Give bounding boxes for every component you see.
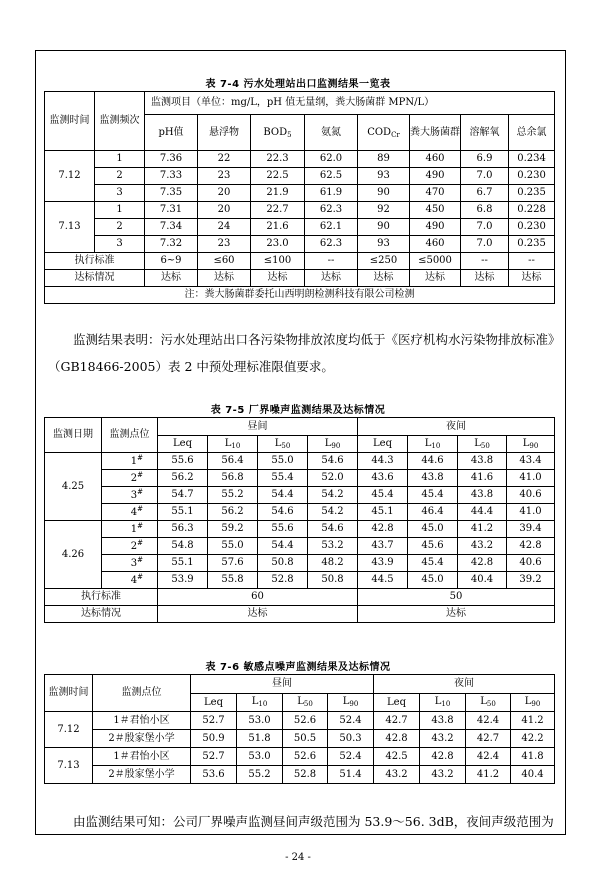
cell: 43.6 [358, 470, 408, 487]
table-row [45, 521, 555, 538]
cell: 53.9 [158, 572, 208, 589]
cell: 3 [95, 236, 145, 253]
cell: 43.8 [458, 453, 507, 470]
date-cell: 7.13 [45, 748, 93, 784]
cell: 45.1 [358, 504, 408, 521]
cell: 55.2 [208, 487, 258, 504]
cell: 43.2 [420, 730, 466, 748]
cell: 20 [198, 202, 251, 219]
header-night: 夜间 [374, 675, 555, 694]
header-point: 监测点位 [93, 675, 191, 712]
col-l50: $L_{50}$ [283, 693, 328, 712]
cell: 53.2 [308, 538, 358, 555]
cell: 460 [410, 236, 461, 253]
cell: 55.1 [158, 504, 208, 521]
cell: 43.7 [358, 538, 408, 555]
cell: 55.1 [158, 555, 208, 572]
point-cell: 1# [102, 521, 158, 538]
cell: -- [509, 253, 555, 270]
wastewater-table [44, 91, 555, 304]
compliance-night: 达标 [358, 606, 555, 623]
cell: 达标 [145, 270, 198, 287]
table-row [45, 555, 555, 572]
cell: 7.0 [461, 219, 509, 236]
cell: 41.2 [466, 766, 511, 784]
header-point: 监测点位 [102, 418, 158, 453]
cell: 45.4 [408, 487, 458, 504]
cell: 62.3 [305, 236, 358, 253]
header-frequency: 监测频次 [95, 92, 145, 151]
cell: 0.230 [509, 168, 555, 185]
cell: 42.4 [466, 712, 511, 730]
cell: 51.8 [237, 730, 283, 748]
cell: 54.2 [308, 487, 358, 504]
cell: 40.6 [507, 487, 555, 504]
date-cell: 4.25 [45, 453, 102, 521]
cell: 42.8 [420, 748, 466, 766]
table-7-4-caption: 表 7-4 污水处理站出口监测结果一览表 [205, 79, 391, 90]
cell: 57.6 [208, 555, 258, 572]
table-row [45, 219, 555, 236]
cell: 89 [358, 151, 410, 168]
cell: 52.8 [258, 572, 308, 589]
col-coliform: 粪大肠菌群 [410, 115, 461, 151]
cell: 90 [358, 219, 410, 236]
cell: 55.6 [258, 521, 308, 538]
col-leq: Leq [358, 435, 408, 453]
cell: 0.230 [509, 219, 555, 236]
cell: 23 [198, 168, 251, 185]
cell: 40.6 [507, 555, 555, 572]
cell: 达标 [251, 270, 305, 287]
cell: 52.6 [283, 748, 328, 766]
cell: 42.7 [466, 730, 511, 748]
cell: 41.0 [507, 470, 555, 487]
cell: ≤100 [251, 253, 305, 270]
cell: 45.4 [358, 487, 408, 504]
col-do: 溶解氧 [461, 115, 509, 151]
cell: 41.8 [511, 748, 555, 766]
cell: 53.0 [237, 748, 283, 766]
compliance-label: 达标情况 [45, 606, 158, 623]
cell: 52.0 [308, 470, 358, 487]
cell: 450 [410, 202, 461, 219]
boundary-noise-table [44, 417, 555, 623]
cell: 41.2 [458, 521, 507, 538]
header-time: 监测时间 [45, 675, 93, 712]
date-cell: 7.13 [45, 202, 95, 253]
cell: 62.0 [305, 151, 358, 168]
cell: 93 [358, 168, 410, 185]
col-bod: $BOD_5$ [251, 115, 305, 151]
col-cod: $COD_{Cr}$ [358, 115, 410, 151]
cell: 45.0 [408, 572, 458, 589]
point-cell: 2＃殷家堡小学 [93, 766, 191, 784]
col-l10: $L_{10}$ [408, 435, 458, 453]
table-row [45, 236, 555, 253]
header-items: 监测项目（单位：mg/L，pH 值无量纲，粪大肠菌群 MPN/L） [145, 92, 555, 115]
cell: 56.3 [158, 521, 208, 538]
cell: 52.7 [191, 712, 237, 730]
table-row [45, 504, 555, 521]
cell: 达标 [461, 270, 509, 287]
cell: 43.2 [458, 538, 507, 555]
cell: 55.0 [258, 453, 308, 470]
cell: 54.4 [258, 538, 308, 555]
cell: 48.2 [308, 555, 358, 572]
cell: 62.3 [305, 202, 358, 219]
cell: 7.31 [145, 202, 198, 219]
cell: 42.8 [358, 521, 408, 538]
cell: 3 [95, 185, 145, 202]
cell: 54.4 [258, 487, 308, 504]
cell: 达标 [358, 270, 410, 287]
date-cell: 4.26 [45, 521, 102, 589]
cell: 53.0 [237, 712, 283, 730]
cell: 43.8 [420, 712, 466, 730]
cell: 59.2 [208, 521, 258, 538]
cell: 7.34 [145, 219, 198, 236]
table-row [45, 470, 555, 487]
cell: 22.7 [251, 202, 305, 219]
cell: 56.4 [208, 453, 258, 470]
col-l50: $L_{50}$ [466, 693, 511, 712]
cell: 62.1 [305, 219, 358, 236]
point-cell: 4# [102, 504, 158, 521]
header-time: 监测时间 [45, 92, 95, 151]
cell: 52.4 [328, 748, 374, 766]
paragraph-1: 监测结果表明：污水处理站出口各污染物排放浓度均低于《医疗机构水污染物排放标准》（GB18466-2005）表 2 中预处理标准限值要求。 [48, 332, 555, 374]
cell: 43.8 [408, 470, 458, 487]
cell: 40.4 [458, 572, 507, 589]
point-cell: 3# [102, 555, 158, 572]
cell: 53.6 [191, 766, 237, 784]
table-row [45, 185, 555, 202]
table-row [45, 538, 555, 555]
point-cell: 2# [102, 470, 158, 487]
cell: 7.35 [145, 185, 198, 202]
cell: 7.0 [461, 168, 509, 185]
cell: 6.7 [461, 185, 509, 202]
point-cell: 3# [102, 487, 158, 504]
point-cell: 2＃殷家堡小学 [93, 730, 191, 748]
cell: 460 [410, 151, 461, 168]
compliance-row [45, 270, 555, 287]
cell: 1 [95, 151, 145, 168]
cell: 52.6 [283, 712, 328, 730]
cell: 44.6 [408, 453, 458, 470]
col-l90: $L_{90}$ [308, 435, 358, 453]
compliance-day: 达标 [158, 606, 358, 623]
page-number: - 24 - [285, 852, 311, 863]
point-cell: 2# [102, 538, 158, 555]
cell: 62.5 [305, 168, 358, 185]
cell: 23 [198, 236, 251, 253]
col-l90: $L_{90}$ [328, 693, 374, 712]
cell: 7.33 [145, 168, 198, 185]
cell: 55.8 [208, 572, 258, 589]
cell: 54.2 [308, 504, 358, 521]
cell: 0.235 [509, 236, 555, 253]
cell: 22.5 [251, 168, 305, 185]
table-row [45, 151, 555, 168]
date-cell: 7.12 [45, 712, 93, 748]
cell: 达标 [509, 270, 555, 287]
cell: 2 [95, 168, 145, 185]
cell: 50.5 [283, 730, 328, 748]
cell: 470 [410, 185, 461, 202]
date-cell: 7.12 [45, 151, 95, 202]
cell: 24 [198, 219, 251, 236]
cell: 21.6 [251, 219, 305, 236]
compliance-row [45, 606, 555, 623]
standard-label: 执行标准 [45, 253, 145, 270]
point-cell: 4# [102, 572, 158, 589]
cell: 45.0 [408, 521, 458, 538]
cell: 达标 [305, 270, 358, 287]
cell: 46.4 [408, 504, 458, 521]
cell: 2 [95, 219, 145, 236]
table-row [45, 712, 555, 730]
cell: 52.8 [283, 766, 328, 784]
cell: 0.235 [509, 185, 555, 202]
table-7-6-caption: 表 7-6 敏感点噪声监测结果及达标情况 [205, 662, 391, 673]
table-row [45, 202, 555, 219]
cell: 22.3 [251, 151, 305, 168]
cell: 43.2 [374, 766, 420, 784]
cell: 45.4 [408, 555, 458, 572]
paragraph-2: 由监测结果可知：公司厂界噪声监测昼间声级范围为 53.9～56. 3dB，夜间声级范围为 [73, 814, 554, 829]
standard-row [45, 253, 555, 270]
col-l90: $L_{90}$ [507, 435, 555, 453]
cell: 6.8 [461, 202, 509, 219]
cell: -- [305, 253, 358, 270]
table-note: 注：粪大肠菌群委托山西明朗检测科技有限公司检测 [45, 287, 555, 304]
cell: 39.2 [507, 572, 555, 589]
cell: 43.9 [358, 555, 408, 572]
col-l50: $L_{50}$ [258, 435, 308, 453]
cell: 44.4 [458, 504, 507, 521]
cell: 44.5 [358, 572, 408, 589]
cell: 达标 [198, 270, 251, 287]
point-cell: 1＃君怡小区 [93, 712, 191, 730]
header-date: 监测日期 [45, 418, 102, 453]
col-leq: Leq [158, 435, 208, 453]
cell: 90 [358, 185, 410, 202]
col-l10: $L_{10}$ [237, 693, 283, 712]
header-night: 夜间 [358, 418, 555, 436]
point-cell: 1# [102, 453, 158, 470]
cell: 56.2 [158, 470, 208, 487]
table-row [45, 572, 555, 589]
cell: ≤5000 [410, 253, 461, 270]
cell: 20 [198, 185, 251, 202]
cell: 55.4 [258, 470, 308, 487]
cell: 54.8 [158, 538, 208, 555]
cell: 42.8 [507, 538, 555, 555]
cell: 1 [95, 202, 145, 219]
cell: 42.2 [511, 730, 555, 748]
header-day: 昼间 [191, 675, 374, 694]
cell: 56.8 [208, 470, 258, 487]
cell: 54.6 [308, 453, 358, 470]
compliance-label: 达标情况 [45, 270, 145, 287]
cell: 42.8 [458, 555, 507, 572]
cell: 55.6 [158, 453, 208, 470]
standard-label: 执行标准 [45, 589, 158, 606]
table-7-5-caption: 表 7-5 厂界噪声监测结果及达标情况 [210, 405, 386, 416]
cell: 41.6 [458, 470, 507, 487]
cell: 55.0 [208, 538, 258, 555]
col-l10: $L_{10}$ [208, 435, 258, 453]
col-leq: Leq [374, 693, 420, 712]
cell: 41.2 [511, 712, 555, 730]
table-row [45, 730, 555, 748]
sensitive-noise-table [44, 674, 555, 784]
cell: 23.0 [251, 236, 305, 253]
cell: 490 [410, 219, 461, 236]
table-row [45, 453, 555, 470]
cell: 490 [410, 168, 461, 185]
cell: 42.4 [466, 748, 511, 766]
cell: 52.4 [328, 712, 374, 730]
col-l90: $L_{90}$ [511, 693, 555, 712]
cell: 41.0 [507, 504, 555, 521]
point-cell: 1＃君怡小区 [93, 748, 191, 766]
standard-day: 60 [158, 589, 358, 606]
header-day: 昼间 [158, 418, 358, 436]
cell: 43.8 [458, 487, 507, 504]
cell: 52.7 [191, 748, 237, 766]
cell: 6~9 [145, 253, 198, 270]
standard-row [45, 589, 555, 606]
table-row [45, 487, 555, 504]
col-ph: pH值 [145, 115, 198, 151]
cell: 51.4 [328, 766, 374, 784]
cell: 54.6 [308, 521, 358, 538]
cell: 达标 [410, 270, 461, 287]
cell: 44.3 [358, 453, 408, 470]
cell: 54.7 [158, 487, 208, 504]
col-chlorine: 总余氯 [509, 115, 555, 151]
cell: 56.2 [208, 504, 258, 521]
cell: 40.4 [511, 766, 555, 784]
cell: 50.3 [328, 730, 374, 748]
cell: 55.2 [237, 766, 283, 784]
cell: 0.234 [509, 151, 555, 168]
cell: 7.0 [461, 236, 509, 253]
cell: ≤60 [198, 253, 251, 270]
cell: 21.9 [251, 185, 305, 202]
table-row [45, 766, 555, 784]
cell: ≤250 [358, 253, 410, 270]
cell: 22 [198, 151, 251, 168]
cell: 42.5 [374, 748, 420, 766]
cell: 39.4 [507, 521, 555, 538]
cell: 42.7 [374, 712, 420, 730]
cell: 7.36 [145, 151, 198, 168]
table-row [45, 748, 555, 766]
col-nh3: 氨氮 [305, 115, 358, 151]
cell: 42.8 [374, 730, 420, 748]
cell: 45.6 [408, 538, 458, 555]
cell: 92 [358, 202, 410, 219]
col-l10: $L_{10}$ [420, 693, 466, 712]
cell: 7.32 [145, 236, 198, 253]
cell: 61.9 [305, 185, 358, 202]
cell: -- [461, 253, 509, 270]
cell: 6.9 [461, 151, 509, 168]
cell: 43.4 [507, 453, 555, 470]
cell: 50.8 [308, 572, 358, 589]
cell: 0.228 [509, 202, 555, 219]
cell: 43.2 [420, 766, 466, 784]
col-ss: 悬浮物 [198, 115, 251, 151]
cell: 54.6 [258, 504, 308, 521]
col-leq: Leq [191, 693, 237, 712]
table-row [45, 168, 555, 185]
cell: 50.9 [191, 730, 237, 748]
standard-night: 50 [358, 589, 555, 606]
cell: 50.8 [258, 555, 308, 572]
col-l50: $L_{50}$ [458, 435, 507, 453]
cell: 93 [358, 236, 410, 253]
